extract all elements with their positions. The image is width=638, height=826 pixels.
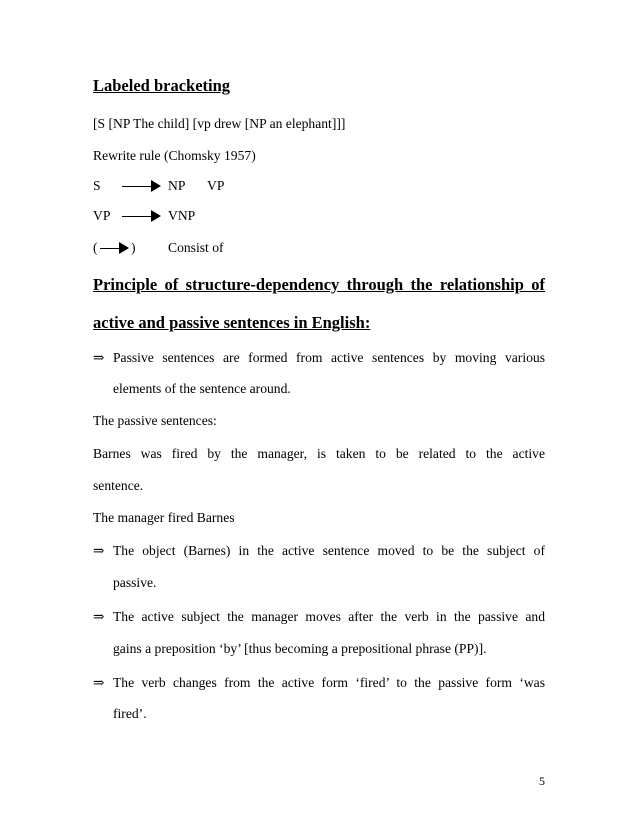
implies-arrow-icon: ⇒ — [93, 543, 105, 558]
rule1-right-np: NP — [168, 178, 186, 193]
active-example: The manager fired Barnes — [93, 510, 235, 525]
barnes-sentence-line-1: Barnes was fired by the manager, is taken to be related to the active — [93, 446, 545, 461]
bullet-3-line-2: gains a preposition ‘by’ [thus becoming a prepositional phrase (PP)]. — [113, 641, 487, 656]
implies-arrow-icon: ⇒ — [93, 609, 105, 624]
bullet-3-line-1: The active subject the manager moves after the verb in the passive and — [113, 609, 545, 624]
rewrite-rule-2 — [93, 208, 545, 224]
rewrite-rule-1 — [93, 178, 545, 194]
bullet-2 — [93, 543, 545, 559]
arrow-legend — [93, 240, 545, 256]
rule1-right-vp: VP — [207, 178, 225, 193]
barnes-sentence-line-2: sentence. — [93, 478, 144, 493]
heading-principle-line2: active and passive sentences in English: — [93, 313, 371, 332]
legend-meaning: Consist of — [168, 240, 224, 255]
bullet-1 — [93, 350, 545, 366]
page-number: 5 — [539, 774, 545, 788]
implies-arrow-icon: ⇒ — [93, 350, 105, 365]
legend-open-paren: ( — [93, 240, 98, 255]
rewrite-arrow-icon — [122, 180, 161, 192]
bullet-2-line-1: The object (Barnes) in the active sentence moved to be the subject of — [113, 543, 545, 558]
bullet-3 — [93, 609, 545, 625]
rule2-right: VNP — [168, 208, 196, 223]
bullet-1-line-1: Passive sentences are formed from active sentences by moving various — [113, 350, 545, 365]
legend-close-paren: ) — [131, 240, 136, 255]
heading-principle-line1: Principle of structure-dependency through the relationship of — [93, 275, 545, 294]
rewrite-rule-title: Rewrite rule (Chomsky 1957) — [93, 148, 256, 163]
document-page — [93, 0, 545, 826]
passive-sentences-label: The passive sentences: — [93, 413, 217, 428]
bullet-4 — [93, 675, 545, 691]
implies-arrow-icon: ⇒ — [93, 675, 105, 690]
bullet-4-line-2: fired’. — [113, 706, 147, 721]
rule2-left: VP — [93, 208, 111, 223]
heading-labeled-bracketing: Labeled bracketing — [93, 76, 231, 95]
bullet-1-line-2: elements of the sentence around. — [113, 381, 291, 396]
legend-arrow-icon — [100, 242, 129, 254]
rule1-left: S — [93, 178, 101, 193]
bracketing-example: [S [NP The child] [vp drew [NP an elephant]]] — [93, 116, 346, 131]
bullet-2-line-2: passive. — [113, 575, 157, 590]
bullet-4-line-1: The verb changes from the active form ‘fired’ to the passive form ‘was — [113, 675, 545, 690]
rewrite-arrow-icon — [122, 210, 161, 222]
